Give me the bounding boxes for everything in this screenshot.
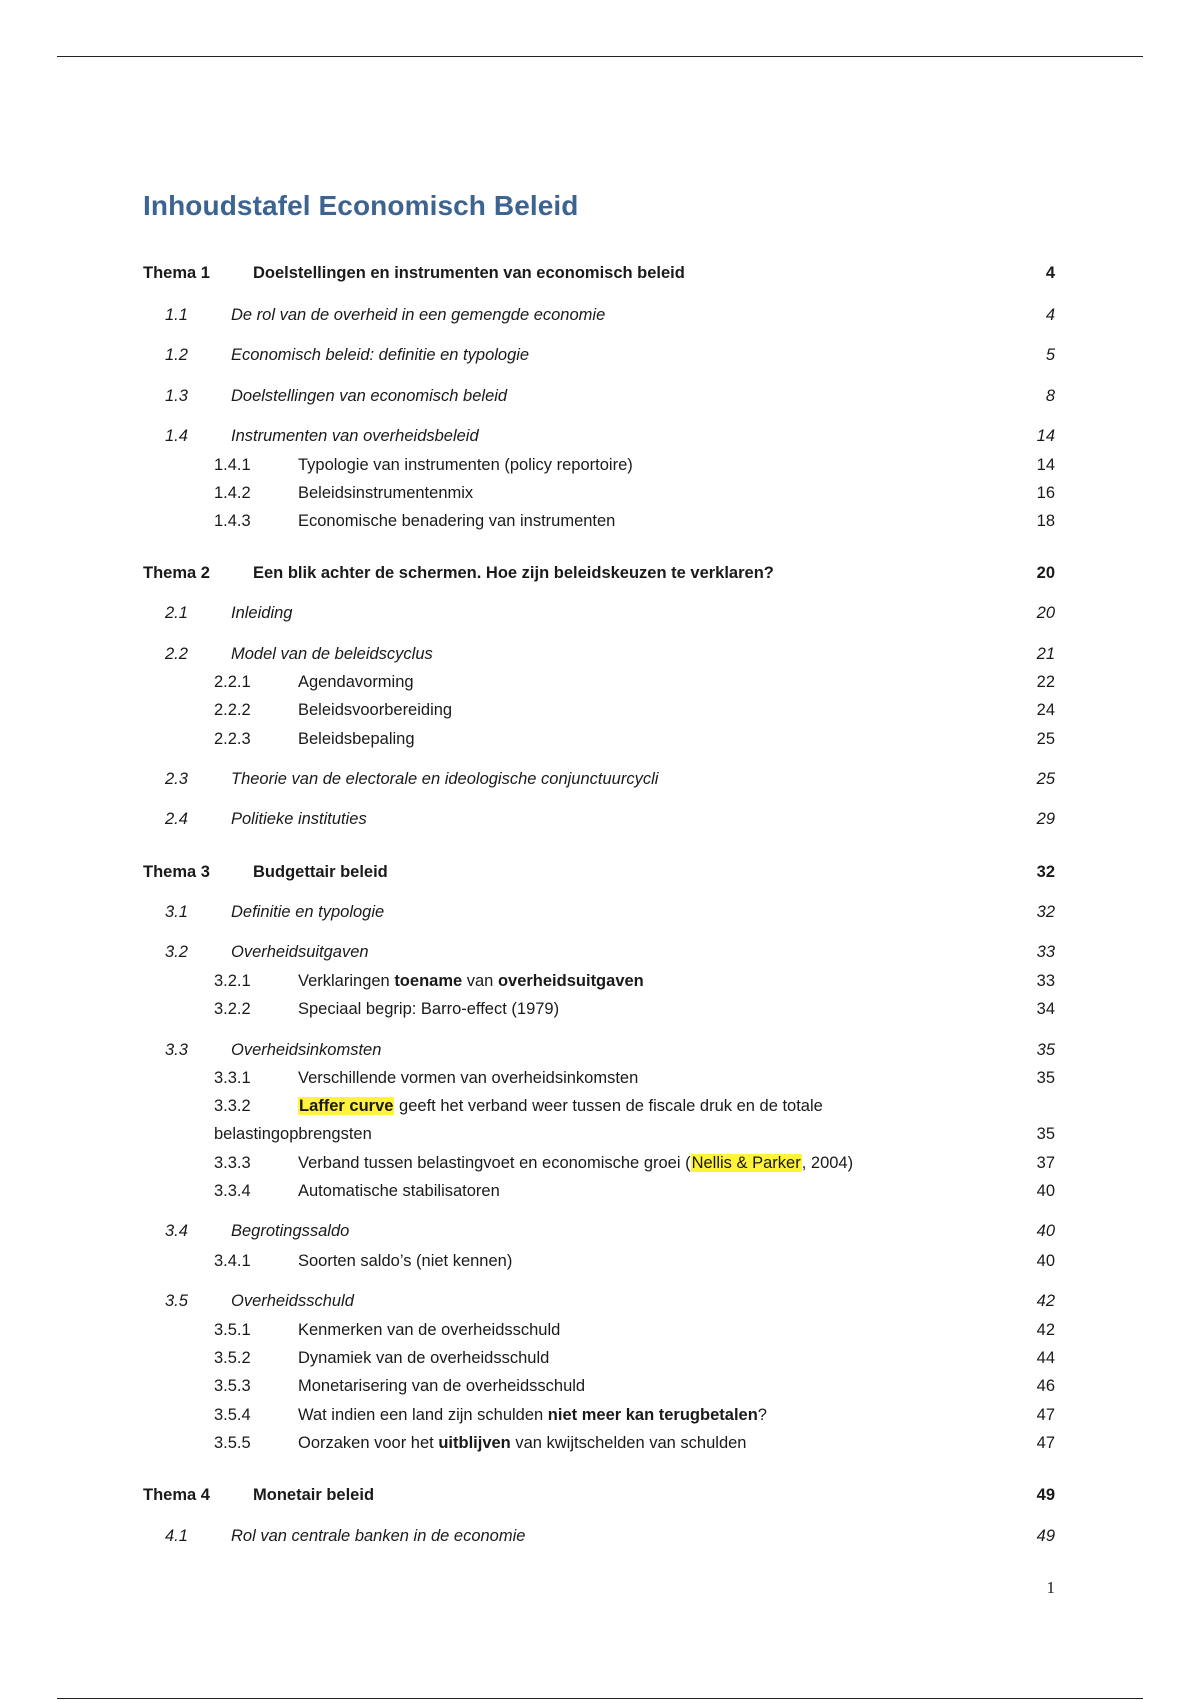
toc-number: Thema 1: [143, 264, 210, 282]
toc-theme-2[interactable]: [0, 560, 1200, 586]
toc-page: 40: [1036, 1252, 1055, 1270]
toc-number: 1.1: [165, 306, 188, 324]
toc-page: 46: [1036, 1377, 1055, 1395]
toc-page: 4: [1045, 264, 1055, 282]
toc-number: 3.1: [165, 903, 188, 921]
toc-page: 33: [1036, 972, 1055, 990]
toc-page: 20: [1036, 564, 1055, 582]
toc-subsection-3-5-5[interactable]: [0, 1430, 1200, 1456]
toc-text: Inleiding: [231, 604, 293, 622]
header-rule: [57, 56, 1143, 57]
toc-text: Overheidsschuld: [231, 1292, 354, 1310]
toc-text: Soorten saldo’s (niet kennen): [298, 1252, 513, 1270]
toc-section-3-1[interactable]: [0, 899, 1200, 925]
toc-section-2-2[interactable]: [0, 641, 1200, 667]
toc-text-part: Wat indien een land zijn schulden: [298, 1406, 548, 1424]
toc-text-part: van kwijtschelden van schulden: [510, 1434, 747, 1452]
toc-page: 14: [1036, 456, 1055, 474]
toc-text: Economische benadering van instrumenten: [298, 512, 616, 530]
toc-number: 3.3.2: [214, 1097, 251, 1115]
toc-number: 3.4: [165, 1222, 188, 1240]
toc-number: Thema 2: [143, 564, 210, 582]
toc-text-continued: belastingopbrengsten: [214, 1125, 372, 1143]
toc-text-part: van: [462, 972, 498, 990]
toc-number: 1.4: [165, 427, 188, 445]
toc-page: 25: [1036, 730, 1055, 748]
toc-text: [298, 1430, 746, 1456]
toc-number: 3.5.5: [214, 1434, 251, 1452]
toc-subsection-3-5-3[interactable]: [0, 1373, 1200, 1399]
toc-section-3-4[interactable]: [0, 1218, 1200, 1244]
toc-theme-3[interactable]: [0, 859, 1200, 885]
toc-text: Dynamiek van de overheidsschuld: [298, 1349, 550, 1367]
toc-text: Begrotingssaldo: [231, 1222, 350, 1240]
toc-subsection-1-4-2[interactable]: [0, 480, 1200, 506]
toc-text-part: Verklaringen: [298, 972, 395, 990]
toc-text-part: (: [685, 1154, 691, 1172]
toc-text-bold: uitblijven: [438, 1434, 511, 1452]
toc-subsection-1-4-3[interactable]: [0, 508, 1200, 534]
toc-section-4-1[interactable]: [0, 1523, 1200, 1549]
toc-text: Agendavorming: [298, 673, 414, 691]
toc-number: 2.2.2: [214, 701, 251, 719]
toc-page: 20: [1036, 604, 1055, 622]
toc-section-1-1[interactable]: [0, 302, 1200, 328]
toc-number: 3.4.1: [214, 1252, 251, 1270]
toc-page: 49: [1036, 1486, 1055, 1504]
toc-subsection-1-4-1[interactable]: [0, 452, 1200, 478]
toc-number: 1.4.3: [214, 512, 251, 530]
toc-page: 14: [1036, 427, 1055, 445]
toc-number: 2.4: [165, 810, 188, 828]
toc-number: Thema 3: [143, 863, 210, 881]
toc-number: 3.2.1: [214, 972, 251, 990]
toc-number: 3.5.2: [214, 1349, 251, 1367]
toc-page: 35: [1036, 1125, 1055, 1143]
toc-section-1-3[interactable]: [0, 383, 1200, 409]
toc-text: [298, 1093, 823, 1119]
toc-section-3-5[interactable]: [0, 1288, 1200, 1314]
toc-page: 44: [1036, 1349, 1055, 1367]
toc-number: 3.2.2: [214, 1000, 251, 1018]
toc-page: 34: [1036, 1000, 1055, 1018]
toc-subsection-2-2-3[interactable]: [0, 726, 1200, 752]
toc-text: Economisch beleid: definitie en typologie: [231, 346, 530, 364]
toc-page: 16: [1036, 484, 1055, 502]
toc-subsection-3-3-4[interactable]: [0, 1178, 1200, 1204]
toc-text: Verschillende vormen van overheidsinkomsten: [298, 1069, 639, 1087]
toc-page: 24: [1036, 701, 1055, 719]
toc-text: Een blik achter de schermen. Hoe zijn beleidskeuzen te verklaren?: [253, 564, 774, 582]
toc-text: Monetarisering van de overheidsschuld: [298, 1377, 586, 1395]
toc-subsection-3-3-2[interactable]: [0, 1093, 1200, 1119]
toc-text-part: Verband tussen belastingvoet en economische groei: [298, 1154, 686, 1172]
toc-text: Theorie van de electorale en ideologische conjunctuurcycli: [231, 770, 659, 788]
toc-text: Budgettair beleid: [253, 863, 388, 881]
toc-number: 2.2.1: [214, 673, 251, 691]
toc-section-1-2[interactable]: [0, 342, 1200, 368]
toc-text: Kenmerken van de overheidsschuld: [298, 1321, 561, 1339]
toc-page: 42: [1036, 1321, 1055, 1339]
toc-page: 32: [1036, 903, 1055, 921]
toc-number: 2.2: [165, 645, 188, 663]
toc-text-part: , 2004): [801, 1154, 854, 1172]
toc-number: 2.2.3: [214, 730, 251, 748]
toc-page: 22: [1036, 673, 1055, 691]
toc-subsection-2-2-2[interactable]: [0, 697, 1200, 723]
toc-subsection-3-3-3[interactable]: [0, 1150, 1200, 1176]
toc-theme-4[interactable]: [0, 1482, 1200, 1508]
toc-subsection-3-3-2-continued[interactable]: [0, 1121, 1200, 1147]
toc-text: Model van de beleidscyclus: [231, 645, 433, 663]
toc-text: [298, 968, 644, 994]
toc-text: Politieke instituties: [231, 810, 367, 828]
page-number: 1: [1046, 1578, 1055, 1597]
toc-section-3-2[interactable]: [0, 939, 1200, 965]
toc-page: 33: [1036, 943, 1055, 961]
toc-text: Monetair beleid: [253, 1486, 375, 1504]
toc-page: 42: [1036, 1292, 1055, 1310]
toc-page: 5: [1045, 346, 1055, 364]
toc-subsection-3-2-2[interactable]: [0, 996, 1200, 1022]
toc-number: Thema 4: [143, 1486, 210, 1504]
toc-section-2-4[interactable]: [0, 806, 1200, 832]
toc-number: 3.3: [165, 1041, 188, 1059]
toc-subsection-3-5-1[interactable]: [0, 1317, 1200, 1343]
toc-page: 40: [1036, 1222, 1055, 1240]
toc-text: Doelstellingen van economisch beleid: [231, 387, 508, 405]
toc-page: 21: [1036, 645, 1055, 663]
toc-subsection-3-5-2[interactable]: [0, 1345, 1200, 1371]
toc-text: Automatische stabilisatoren: [298, 1182, 500, 1200]
toc-number: 1.4.2: [214, 484, 251, 502]
toc-text: [298, 1150, 853, 1176]
toc-text-part: ?: [757, 1406, 767, 1424]
toc-text: Speciaal begrip: Barro-effect (1979): [298, 1000, 560, 1018]
footer-rule: [57, 1698, 1143, 1699]
toc-page: 18: [1036, 512, 1055, 530]
toc-text: Overheidsuitgaven: [231, 943, 369, 961]
toc-section-1-4[interactable]: [0, 423, 1200, 449]
toc-number: 3.5.4: [214, 1406, 251, 1424]
toc-page: 8: [1045, 387, 1055, 405]
toc-text-part: Oorzaken voor het: [298, 1434, 439, 1452]
toc-number: 3.5.3: [214, 1377, 251, 1395]
toc-number: 3.5.1: [214, 1321, 251, 1339]
toc-subsection-3-4-1[interactable]: [0, 1248, 1200, 1274]
highlighted-citation: Nellis & Parker: [691, 1154, 801, 1172]
toc-page: 47: [1036, 1406, 1055, 1424]
toc-subsection-2-2-1[interactable]: [0, 669, 1200, 695]
toc-page: 49: [1036, 1527, 1055, 1545]
toc-page: 32: [1036, 863, 1055, 881]
page-title: Inhoudstafel Economisch Beleid: [143, 190, 579, 221]
toc-number: 1.2: [165, 346, 188, 364]
highlighted-term: Laffer curve: [299, 1097, 394, 1115]
toc-page: 37: [1036, 1154, 1055, 1172]
toc-text: Beleidsvoorbereiding: [298, 701, 453, 719]
toc-number: 3.2: [165, 943, 188, 961]
toc-number: 3.3.1: [214, 1069, 251, 1087]
toc-text: Rol van centrale banken in de economie: [231, 1527, 526, 1545]
toc-number: 1.4.1: [214, 456, 251, 474]
toc-section-2-3[interactable]: [0, 766, 1200, 792]
toc-page: 29: [1036, 810, 1055, 828]
toc-subsection-3-3-1[interactable]: [0, 1065, 1200, 1091]
toc-text: Definitie en typologie: [231, 903, 385, 921]
toc-text: Beleidsinstrumentenmix: [298, 484, 474, 502]
toc-theme-1[interactable]: [0, 260, 1200, 286]
toc-page: 4: [1045, 306, 1055, 324]
toc-text: Overheidsinkomsten: [231, 1041, 382, 1059]
toc-subsection-3-5-4[interactable]: [0, 1402, 1200, 1428]
toc-number: 1.3: [165, 387, 188, 405]
toc-text: Typologie van instrumenten (policy reportoire): [298, 456, 633, 474]
toc-subsection-3-2-1[interactable]: [0, 968, 1200, 994]
toc-number: 2.1: [165, 604, 188, 622]
toc-text: Beleidsbepaling: [298, 730, 415, 748]
toc-number: 3.3.4: [214, 1182, 251, 1200]
toc-page: 47: [1036, 1434, 1055, 1452]
toc-number: 3.5: [165, 1292, 188, 1310]
toc-page: 35: [1036, 1041, 1055, 1059]
toc-text: [298, 1402, 767, 1428]
toc-text-bold: toename: [394, 972, 463, 990]
toc-number: 3.3.3: [214, 1154, 251, 1172]
toc-text-bold: niet meer kan terugbetalen: [547, 1406, 758, 1424]
toc-text: Doelstellingen en instrumenten van economisch beleid: [253, 264, 685, 282]
toc-number: 4.1: [165, 1527, 188, 1545]
toc-text: Instrumenten van overheidsbeleid: [231, 427, 479, 445]
toc-text-bold: overheidsuitgaven: [497, 972, 644, 990]
toc-text-part: geeft het verband weer tussen de fiscale druk en de totale: [394, 1097, 823, 1115]
toc-number: 2.3: [165, 770, 188, 788]
toc-section-3-3[interactable]: [0, 1037, 1200, 1063]
toc-page: 35: [1036, 1069, 1055, 1087]
toc-text: De rol van de overheid in een gemengde economie: [231, 306, 606, 324]
toc-section-2-1[interactable]: [0, 600, 1200, 626]
toc-page: 40: [1036, 1182, 1055, 1200]
toc-page: 25: [1036, 770, 1055, 788]
